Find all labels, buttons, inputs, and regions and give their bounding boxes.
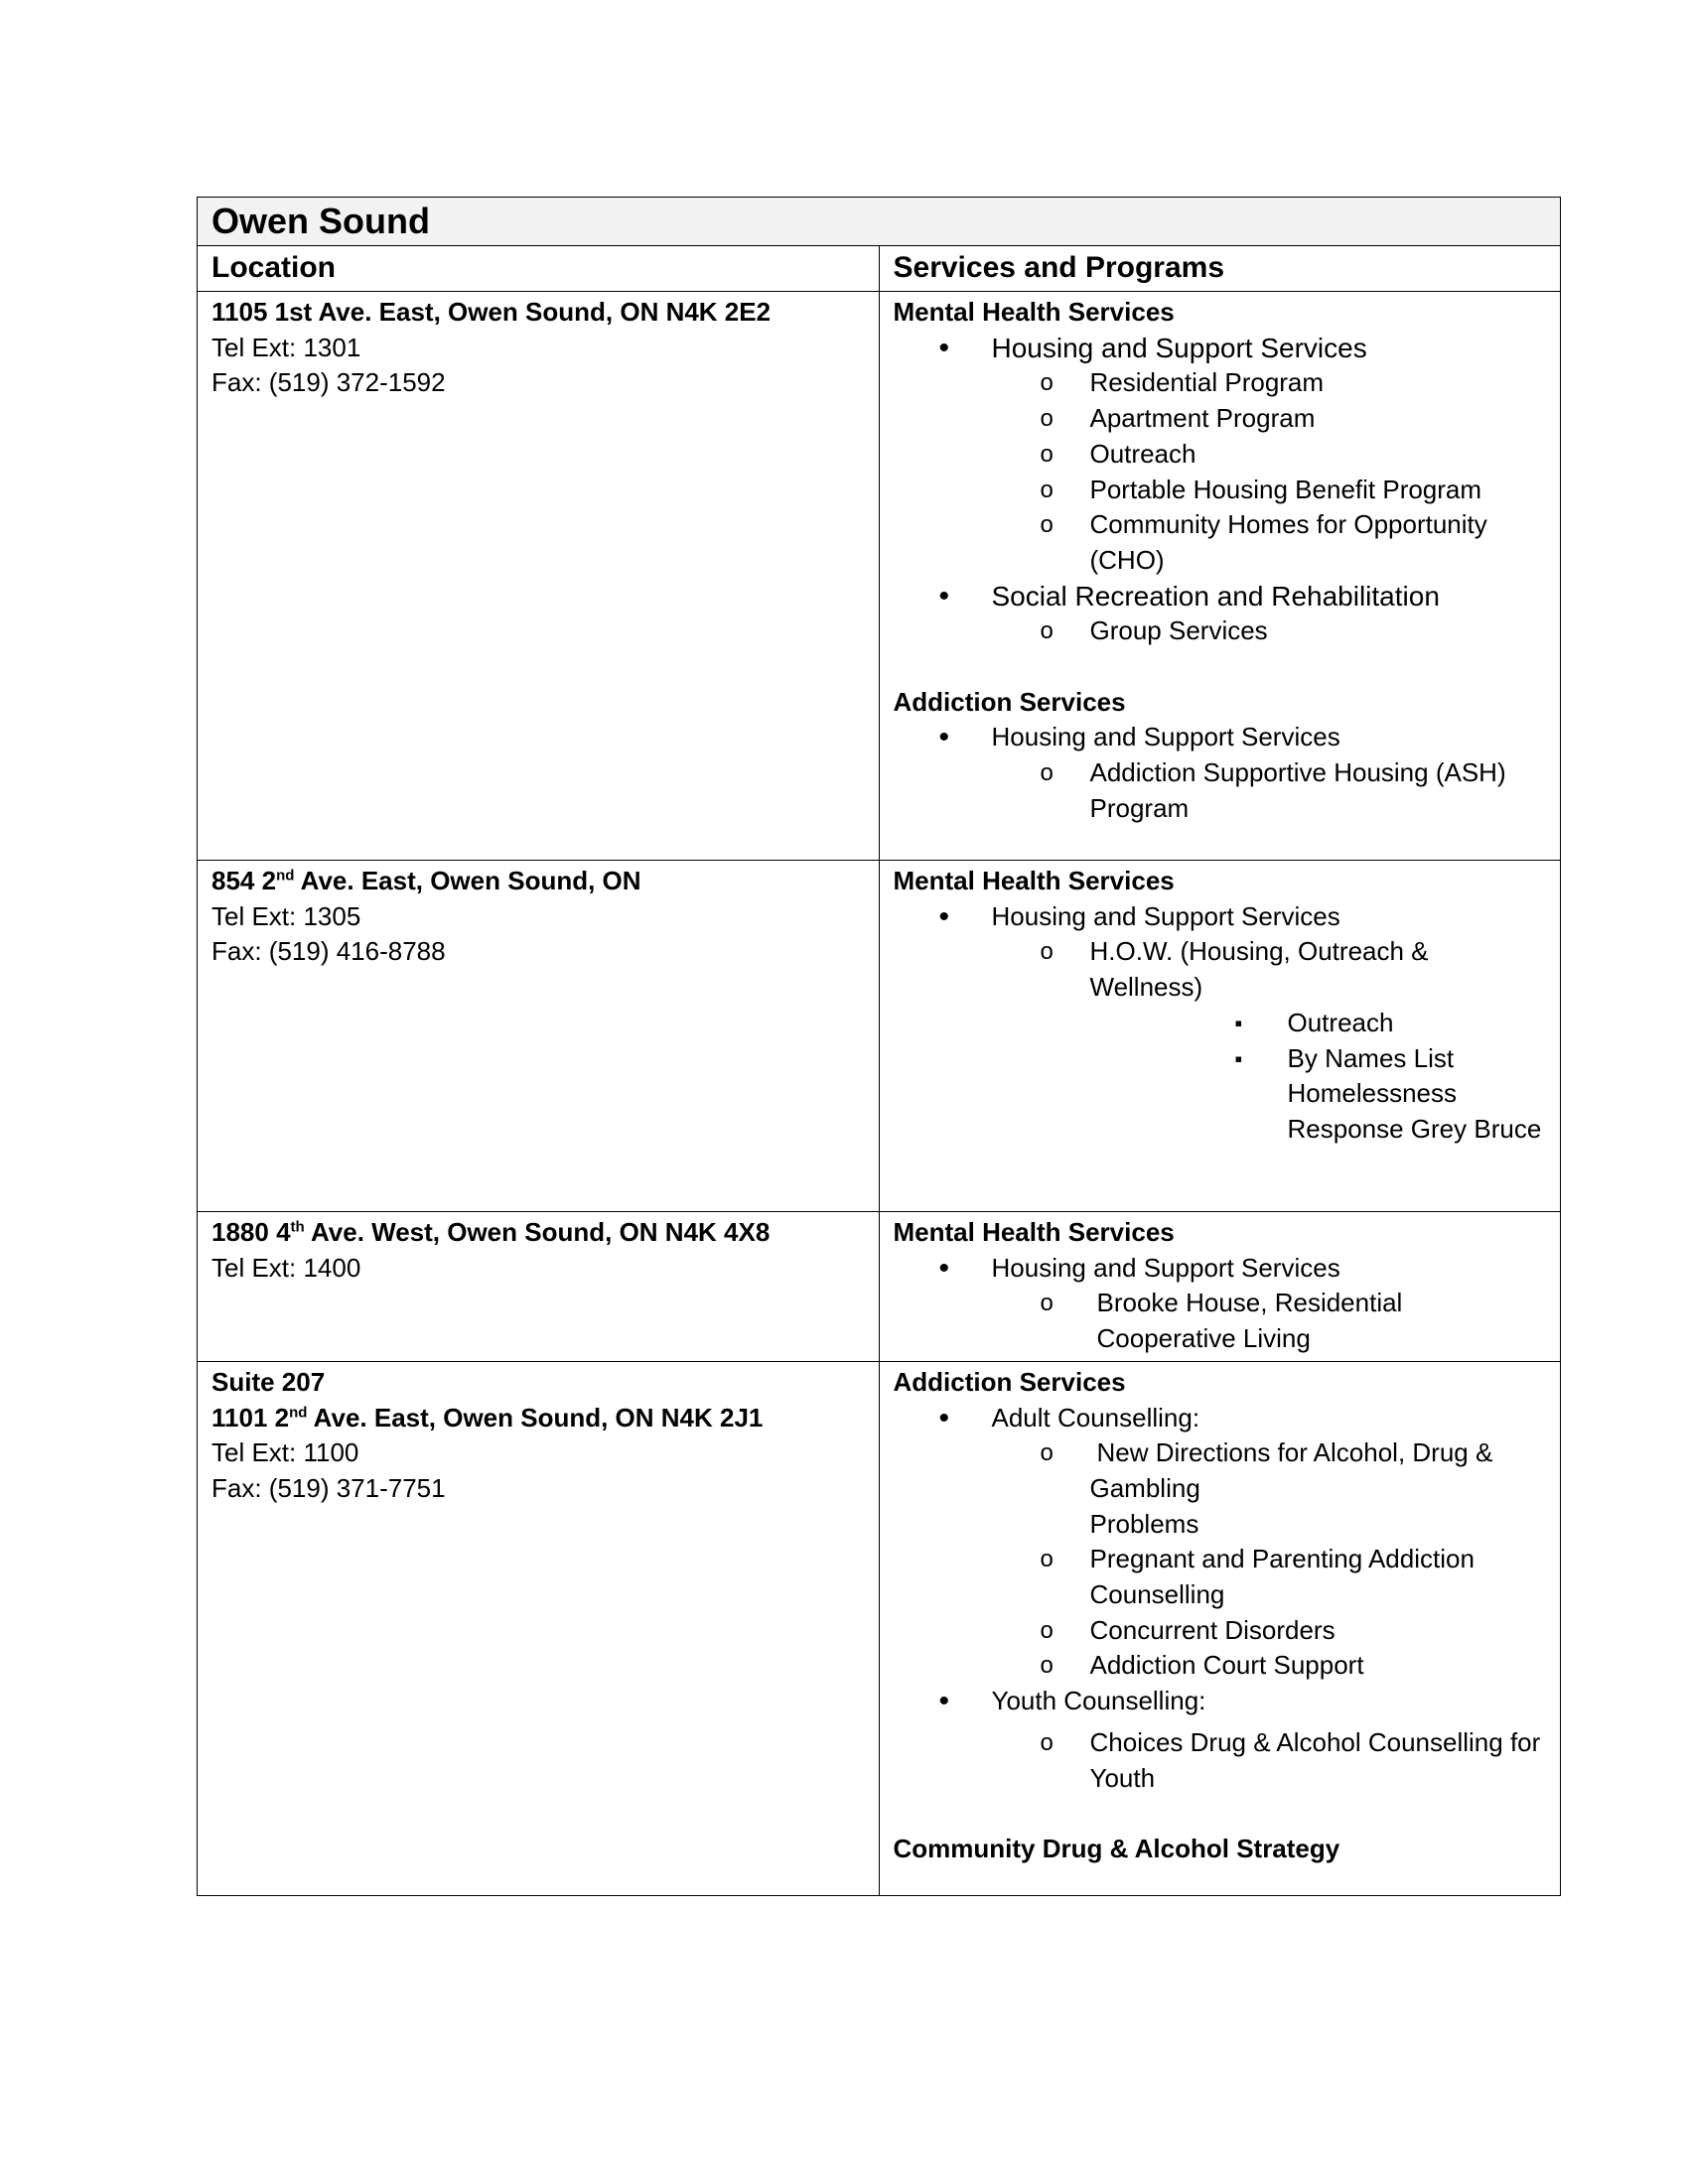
section-heading: Mental Health Services [893, 1217, 1175, 1247]
section-heading: Mental Health Services [893, 866, 1175, 895]
header-services: Services and Programs [879, 246, 1561, 292]
list-item: • Adult Counselling: o New Directions for Alcohol, Drug & Gambling Problems o Pregnant and Parenting Addiction Counselling o Concurrent Disorders o Addiction Court Support [894, 1401, 1547, 1685]
tel-ext: Tel Ext: 1100 [211, 1437, 359, 1468]
fax: Fax: (519) 371-7751 [211, 1472, 446, 1503]
list-item: ▪ Outreach [1190, 1006, 1547, 1041]
section-heading: Addiction Services [893, 686, 1126, 717]
address: 1880 4th Ave. West, Owen Sound, ON N4K 4X8 [211, 1217, 771, 1247]
list-item: • Social Recreation and Rehabilitation o Group Services [894, 579, 1547, 649]
list-item: • Housing and Support Services o Residential Program o Apartment Program o Outreach o Portable Housing Benefit Program o Community Homes for Opportunity (CHO) [894, 331, 1547, 579]
list-item: • Housing and Support Services o Addiction Supportive Housing (ASH) Program [894, 720, 1547, 826]
tel-ext: Tel Ext: 1301 [211, 332, 361, 362]
owen-sound-locations-table [197, 197, 1561, 1896]
list-item: o Choices Drug & Alcohol Counselling for Youth [992, 1725, 1547, 1796]
services-cell [879, 1212, 1561, 1362]
list-item: o Addiction Supportive Housing (ASH) Program [992, 755, 1547, 826]
location-cell [198, 861, 880, 1212]
list-item: o New Directions for Alcohol, Drug & Gambling Problems [992, 1435, 1547, 1542]
table-row [198, 1361, 1561, 1895]
location-cell [198, 1212, 880, 1362]
tel-ext: Tel Ext: 1305 [211, 900, 361, 931]
services-cell [879, 292, 1561, 861]
list-item: ▪ By Names List Homelessness Response Grey Bruce [1190, 1041, 1547, 1148]
list-item: o Portable Housing Benefit Program [992, 473, 1547, 508]
list-item: o Group Services [992, 614, 1547, 649]
list-item: o Concurrent Disorders [992, 1613, 1547, 1649]
address: 1105 1st Ave. East, Owen Sound, ON N4K 2E2 [211, 297, 772, 327]
services-cell [879, 861, 1561, 1212]
address: 1101 2nd Ave. East, Owen Sound, ON N4K 2J1 [211, 1402, 764, 1433]
list-item: o Residential Program [992, 365, 1547, 401]
table-row [198, 861, 1561, 1212]
section-heading: Addiction Services [893, 1366, 1126, 1397]
location-cell [198, 292, 880, 861]
location-cell [198, 1361, 880, 1895]
services-cell [879, 1361, 1561, 1895]
list-item: o Apartment Program [992, 401, 1547, 437]
section-heading: Mental Health Services [893, 297, 1175, 327]
suite: Suite 207 [211, 1366, 326, 1397]
section-heading: Community Drug & Alcohol Strategy [893, 1833, 1340, 1863]
list-item: o Outreach [992, 437, 1547, 473]
table-row [198, 292, 1561, 861]
fax: Fax: (519) 372-1592 [211, 367, 446, 398]
list-item: o Brooke House, Residential Cooperative Living [992, 1286, 1547, 1356]
table-row [198, 1212, 1561, 1362]
list-item: • Housing and Support Services o H.O.W. (Housing, Outreach & Wellness) ▪ Outreach ▪ By Names List Homelessness Response Grey Bruce [894, 899, 1547, 1148]
list-item: • Youth Counselling: o Choices Drug & Alcohol Counselling for Youth [894, 1684, 1547, 1796]
list-item: o Pregnant and Parenting Addiction Counselling [992, 1542, 1547, 1612]
tel-ext: Tel Ext: 1400 [211, 1252, 361, 1283]
list-item: • Housing and Support Services o Brooke House, Residential Cooperative Living [894, 1251, 1547, 1357]
list-item: o Community Homes for Opportunity (CHO) [992, 507, 1547, 578]
header-location: Location [198, 246, 880, 292]
address: 854 2nd Ave. East, Owen Sound, ON [211, 866, 641, 895]
list-item: o H.O.W. (Housing, Outreach & Wellness) ▪ Outreach ▪ By Names List Homelessness Response Grey Bruce [992, 934, 1547, 1147]
list-item: o Addiction Court Support [992, 1648, 1547, 1684]
table-title: Owen Sound [198, 198, 1561, 246]
fax: Fax: (519) 416-8788 [211, 936, 446, 967]
